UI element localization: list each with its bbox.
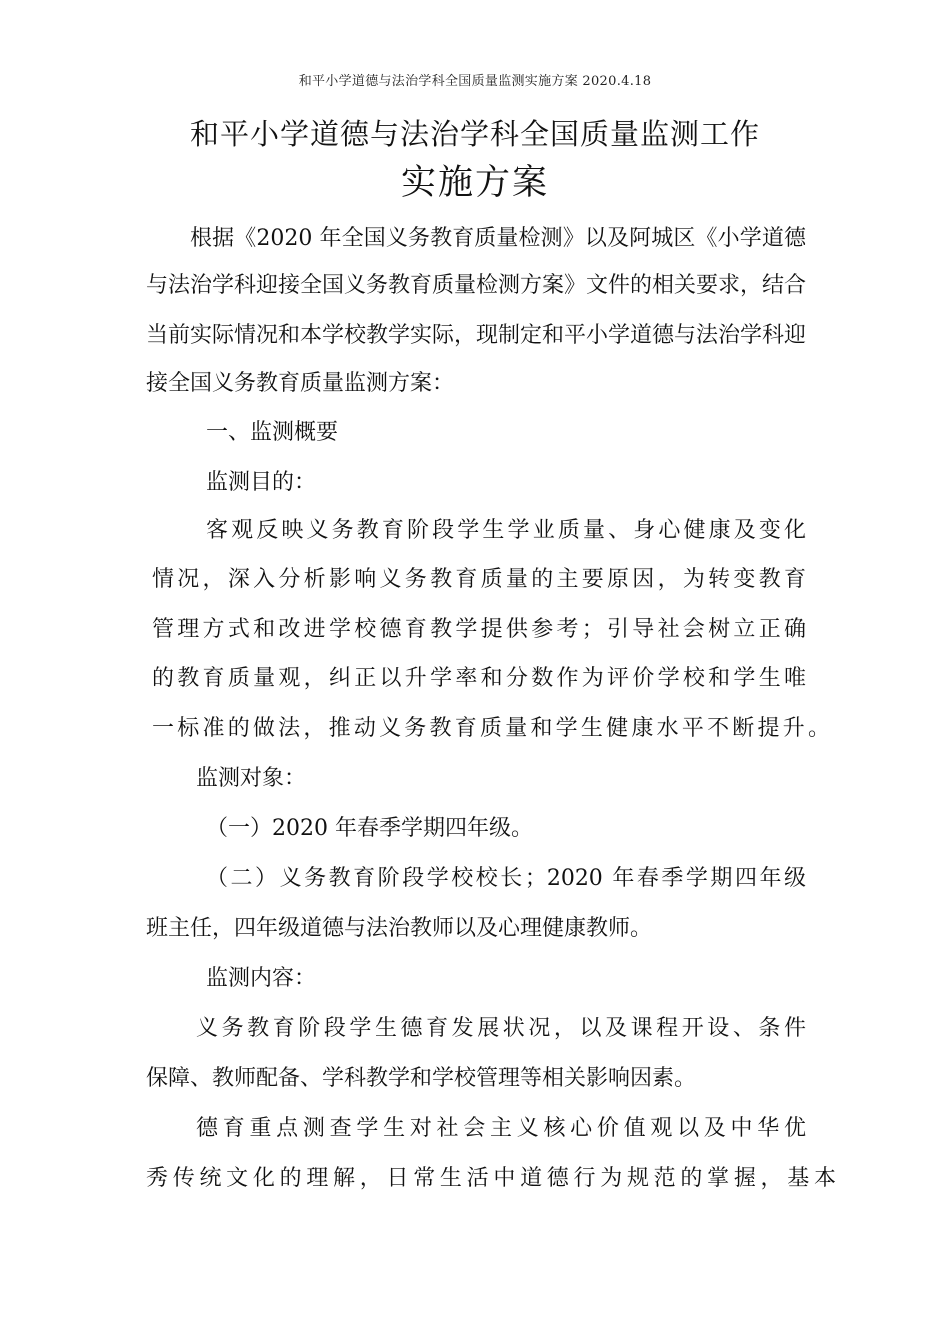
body-line: 当前实际情况和本学校教学实际，现制定和平小学道德与法治学科迎: [146, 323, 807, 348]
subsection-label: 监测对象：: [196, 766, 307, 791]
body-line: （二）义务教育阶段学校校长；2020 年春季学期四年级: [206, 866, 806, 891]
body-line: 接全国义务教育质量监测方案：: [146, 371, 455, 396]
body-line: 义务教育阶段学生德育发展状况，以及课程开设、条件: [196, 1016, 806, 1041]
body-line: 班主任，四年级道德与法治教师以及心理健康教师。: [146, 916, 653, 941]
body-line: 一标准的做法，推动义务教育质量和学生健康水平不断提升。: [152, 716, 830, 741]
subsection-label: 监测目的：: [206, 470, 317, 495]
body-line: 秀传统文化的理解，日常生活中道德行为规范的掌握，基本: [146, 1166, 836, 1191]
body-line: （一）2020 年春季学期四年级。: [206, 816, 533, 841]
body-line: 管理方式和改进学校德育教学提供参考；引导社会树立正确: [152, 617, 806, 642]
body-line: 德育重点测查学生对社会主义核心价值观以及中华优: [196, 1116, 806, 1141]
body-line: 与法治学科迎接全国义务教育质量检测方案》文件的相关要求，结合: [146, 273, 807, 298]
section-heading: 一、监测概要: [206, 420, 339, 445]
body-line: 根据《2020 年全国义务教育质量检测》以及阿城区《小学道德: [190, 226, 806, 251]
body-line: 情况，深入分析影响义务教育质量的主要原因，为转变教育: [152, 567, 806, 592]
body-line: 客观反映义务教育阶段学生学业质量、身心健康及变化: [206, 518, 806, 543]
subsection-label: 监测内容：: [206, 966, 317, 991]
document-title: 和平小学道德与法治学科全国质量监测工作: [189, 117, 760, 151]
page-header: 和平小学道德与法治学科全国质量监测实施方案 2020.4.18: [298, 74, 652, 89]
body-line: 保障、教师配备、学科教学和学校管理等相关影响因素。: [146, 1066, 697, 1091]
body-line: 的教育质量观，纠正以升学率和分数作为评价学校和学生唯: [152, 666, 806, 691]
document-subtitle: 实施方案: [400, 163, 549, 203]
